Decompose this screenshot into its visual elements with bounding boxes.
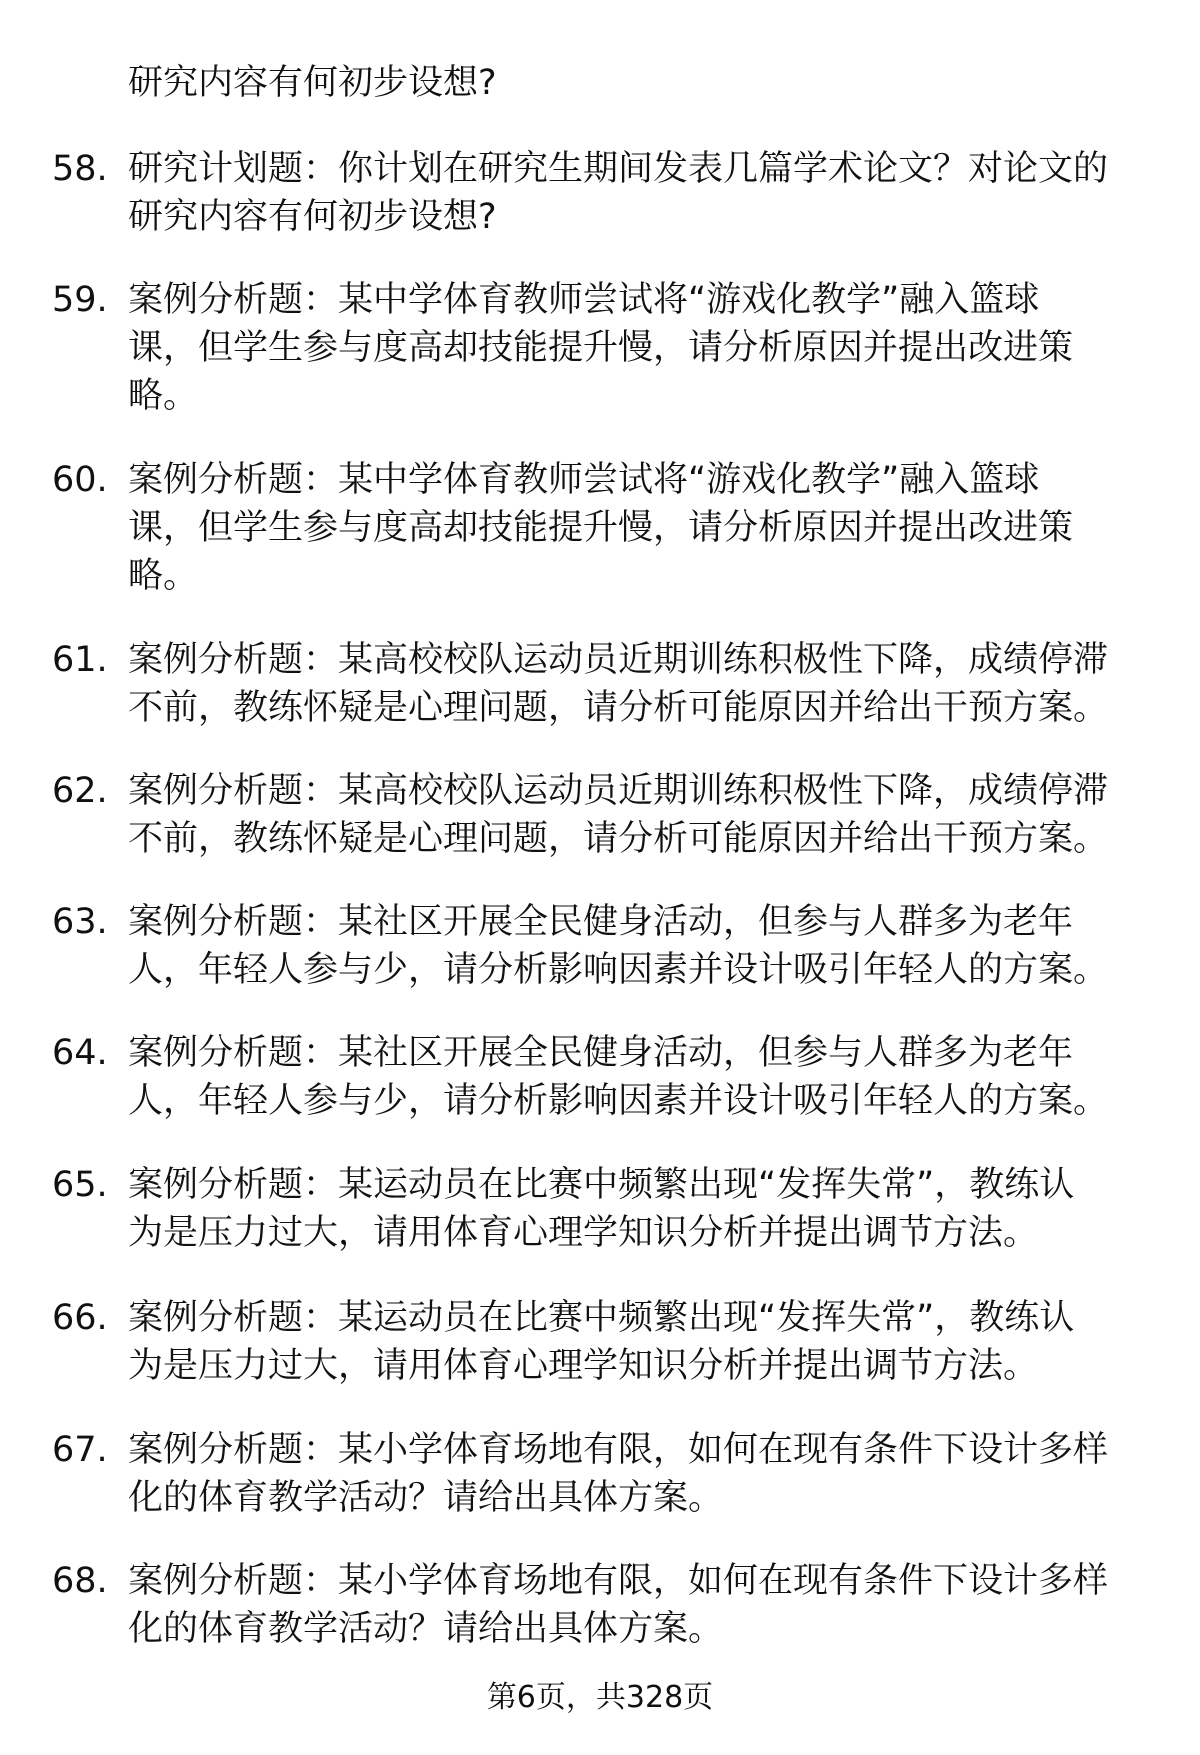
question-number: 60.: [52, 460, 108, 500]
question-line: 案例分析题：某高校校队运动员近期训练积极性下降，成绩停滞: [128, 771, 1109, 811]
question-number: 63.: [52, 902, 108, 942]
question-line: 案例分析题：某高校校队运动员近期训练积极性下降，成绩停滞: [128, 640, 1109, 680]
question-line: 人，年轻人参与少，请分析影响因素并设计吸引年轻人的方案。: [128, 1081, 1109, 1121]
question-number: 67.: [52, 1430, 108, 1470]
question-number: 62.: [52, 771, 108, 811]
question-line: 案例分析题：某运动员在比赛中频繁出现“发挥失常”，教练认: [128, 1165, 1075, 1205]
question-number: 58.: [52, 149, 108, 189]
question-text: [128, 276, 1158, 420]
question-line: 案例分析题：某运动员在比赛中频繁出现“发挥失常”，教练认: [128, 1298, 1075, 1338]
question-number: 59.: [52, 280, 108, 320]
question-number: 61.: [52, 640, 108, 680]
question-line: 研究计划题：你计划在研究生期间发表几篇学术论文？对论文的: [128, 149, 1109, 189]
question-line: 案例分析题：某社区开展全民健身活动，但参与人群多为老年: [128, 902, 1074, 942]
question-line: 化的体育教学活动？请给出具体方案。: [128, 1478, 724, 1518]
question-line: 案例分析题：某小学体育场地有限，如何在现有条件下设计多样: [128, 1430, 1109, 1470]
question-text: [128, 898, 1158, 994]
question-text: [128, 1426, 1158, 1522]
question-line: 略。: [128, 376, 199, 416]
question-line: 研究内容有何初步设想?: [128, 63, 497, 103]
question-line: 不前，教练怀疑是心理问题，请分析可能原因并给出干预方案。: [128, 819, 1109, 859]
question-line: 化的体育教学活动？请给出具体方案。: [128, 1609, 724, 1649]
question-text: [128, 636, 1158, 732]
question-line: 研究内容有何初步设想?: [128, 197, 497, 237]
question-line: 课，但学生参与度高却技能提升慢，请分析原因并提出改进策: [128, 328, 1074, 368]
question-line: 案例分析题：某中学体育教师尝试将“游戏化教学”融入篮球: [128, 460, 1040, 500]
question-line: 人，年轻人参与少，请分析影响因素并设计吸引年轻人的方案。: [128, 950, 1109, 990]
question-line: 案例分析题：某中学体育教师尝试将“游戏化教学”融入篮球: [128, 280, 1040, 320]
question-line: 为是压力过大，请用体育心理学知识分析并提出调节方法。: [128, 1213, 1039, 1253]
question-text: [128, 767, 1158, 863]
question-line: 案例分析题：某社区开展全民健身活动，但参与人群多为老年: [128, 1033, 1074, 1073]
question-number: 65.: [52, 1165, 108, 1205]
question-number: 68.: [52, 1561, 108, 1601]
question-number: 64.: [52, 1033, 108, 1073]
question-text: [128, 1557, 1158, 1653]
question-number: 66.: [52, 1298, 108, 1338]
question-line: 案例分析题：某小学体育场地有限，如何在现有条件下设计多样: [128, 1561, 1109, 1601]
question-line: 课，但学生参与度高却技能提升慢，请分析原因并提出改进策: [128, 508, 1074, 548]
question-text: [128, 145, 1158, 241]
page-footer: 第6页，共328页: [486, 1680, 714, 1715]
question-text: [128, 1161, 1158, 1257]
question-text: [128, 456, 1158, 600]
question-text: [128, 59, 1158, 107]
question-text: [128, 1294, 1158, 1390]
question-line: 略。: [128, 556, 199, 596]
question-text: [128, 1029, 1158, 1125]
question-line: 为是压力过大，请用体育心理学知识分析并提出调节方法。: [128, 1346, 1039, 1386]
question-line: 不前，教练怀疑是心理问题，请分析可能原因并给出干预方案。: [128, 688, 1109, 728]
